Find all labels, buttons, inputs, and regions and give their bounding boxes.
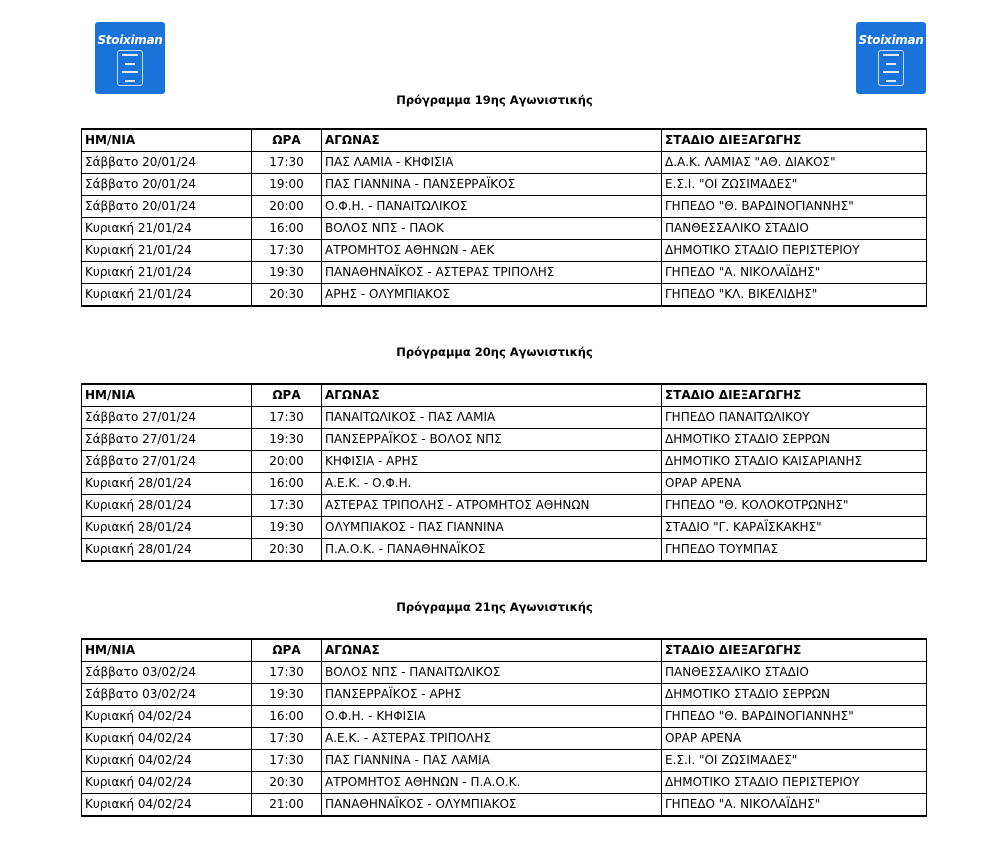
cell-venue: Ε.Σ.Ι. "ΟΙ ΖΩΣΙΜΑΔΕΣ" (662, 174, 927, 196)
header-time: ΩΡΑ (252, 384, 322, 407)
cell-date: Κυριακή 21/01/24 (82, 218, 252, 240)
cell-match: ΑΡΗΣ - ΟΛΥΜΠΙΑΚΟΣ (322, 284, 662, 307)
cell-venue: ΓΗΠΕΔΟ "Θ. ΒΑΡΔΙΝΟΓΙΑΝΝΗΣ" (662, 706, 927, 728)
table-row (82, 218, 927, 240)
table-header-row (82, 639, 927, 662)
league-logo-left (95, 22, 165, 94)
header-match: ΑΓΩΝΑΣ (322, 384, 662, 407)
cell-time: 17:30 (252, 750, 322, 772)
cell-date: Κυριακή 28/01/24 (82, 517, 252, 539)
cell-date: Σάββατο 20/01/24 (82, 152, 252, 174)
cell-venue: ΔΗΜΟΤΙΚΟ ΣΤΑΔΙΟ ΠΕΡΙΣΤΕΡΙΟΥ (662, 240, 927, 262)
table-row (82, 684, 927, 706)
header-date: ΗΜ/ΝΙΑ (82, 639, 252, 662)
cell-date: Σάββατο 03/02/24 (82, 662, 252, 684)
cell-venue: ΠΑΝΘΕΣΣΑΛΙΚΟ ΣΤΑΔΙΟ (662, 662, 927, 684)
cell-date: Κυριακή 28/01/24 (82, 495, 252, 517)
cell-match: ΑΤΡΟΜΗΤΟΣ ΑΘΗΝΩΝ - Π.Α.Ο.Κ. (322, 772, 662, 794)
cell-date: Κυριακή 04/02/24 (82, 750, 252, 772)
table-row (82, 517, 927, 539)
fixtures-table (81, 638, 927, 817)
cell-date: Σάββατο 20/01/24 (82, 196, 252, 218)
cell-time: 20:30 (252, 772, 322, 794)
cell-venue: Ε.Σ.Ι. "ΟΙ ΖΩΣΙΜΑΔΕΣ" (662, 750, 927, 772)
table-header-row (82, 129, 927, 152)
header-venue: ΣΤΑΔΙΟ ΔΙΕΞΑΓΩΓΗΣ (662, 384, 927, 407)
cell-venue: ΓΗΠΕΔΟ ΠΑΝΑΙΤΩΛΙΚΟΥ (662, 407, 927, 429)
cell-date: Σάββατο 27/01/24 (82, 451, 252, 473)
header-date: ΗΜ/ΝΙΑ (82, 129, 252, 152)
cell-match: Ο.Φ.Η. - ΠΑΝΑΙΤΩΛΙΚΟΣ (322, 196, 662, 218)
league-emblem-icon (878, 50, 904, 86)
table-row (82, 152, 927, 174)
cell-match: Α.Ε.Κ. - ΑΣΤΕΡΑΣ ΤΡΙΠΟΛΗΣ (322, 728, 662, 750)
table-row (82, 728, 927, 750)
cell-time: 19:30 (252, 429, 322, 451)
cell-date: Κυριακή 04/02/24 (82, 794, 252, 817)
table-header-row (82, 384, 927, 407)
cell-time: 19:30 (252, 517, 322, 539)
cell-venue: ΓΗΠΕΔΟ ΤΟΥΜΠΑΣ (662, 539, 927, 562)
cell-venue: ΟΡΑΡ ΑΡΕΝΑ (662, 473, 927, 495)
cell-match: ΑΤΡΟΜΗΤΟΣ ΑΘΗΝΩΝ - ΑΕΚ (322, 240, 662, 262)
table-row (82, 772, 927, 794)
cell-match: ΟΛΥΜΠΙΑΚΟΣ - ΠΑΣ ΓΙΑΝΝΙΝΑ (322, 517, 662, 539)
cell-date: Κυριακή 21/01/24 (82, 284, 252, 307)
cell-match: ΠΑΝΣΕΡΡΑΪΚΟΣ - ΒΟΛΟΣ ΝΠΣ (322, 429, 662, 451)
table-row (82, 262, 927, 284)
table-row (82, 794, 927, 817)
cell-time: 21:00 (252, 794, 322, 817)
cell-match: Α.Ε.Κ. - Ο.Φ.Η. (322, 473, 662, 495)
table-row (82, 706, 927, 728)
cell-time: 16:00 (252, 473, 322, 495)
cell-venue: ΣΤΑΔΙΟ "Γ. ΚΑΡΑΪΣΚΑΚΗΣ" (662, 517, 927, 539)
table-row (82, 662, 927, 684)
cell-match: ΠΑΝΑΘΗΝΑΪΚΟΣ - ΟΛΥΜΠΙΑΚΟΣ (322, 794, 662, 817)
cell-venue: ΔΗΜΟΤΙΚΟ ΣΤΑΔΙΟ ΚΑΙΣΑΡΙΑΝΗΣ (662, 451, 927, 473)
cell-date: Σάββατο 20/01/24 (82, 174, 252, 196)
cell-date: Κυριακή 04/02/24 (82, 728, 252, 750)
cell-time: 19:30 (252, 262, 322, 284)
cell-match: ΒΟΛΟΣ ΝΠΣ - ΠΑΟΚ (322, 218, 662, 240)
logo-brand-text: Stoiximan (97, 33, 163, 47)
cell-time: 17:30 (252, 240, 322, 262)
cell-venue: ΟΡΑΡ ΑΡΕΝΑ (662, 728, 927, 750)
fixtures-table (81, 128, 927, 307)
cell-match: Π.Α.Ο.Κ. - ΠΑΝΑΘΗΝΑΪΚΟΣ (322, 539, 662, 562)
cell-time: 17:30 (252, 152, 322, 174)
cell-match: ΠΑΝΣΕΡΡΑΪΚΟΣ - ΑΡΗΣ (322, 684, 662, 706)
header-time: ΩΡΑ (252, 639, 322, 662)
table-row (82, 495, 927, 517)
cell-time: 17:30 (252, 495, 322, 517)
table-row (82, 174, 927, 196)
league-emblem-icon (117, 50, 143, 86)
header-time: ΩΡΑ (252, 129, 322, 152)
cell-venue: ΔΗΜΟΤΙΚΟ ΣΤΑΔΙΟ ΣΕΡΡΩΝ (662, 429, 927, 451)
header-venue: ΣΤΑΔΙΟ ΔΙΕΞΑΓΩΓΗΣ (662, 639, 927, 662)
header-venue: ΣΤΑΔΙΟ ΔΙΕΞΑΓΩΓΗΣ (662, 129, 927, 152)
logo-brand-text: Stoiximan (858, 33, 924, 47)
cell-date: Κυριακή 04/02/24 (82, 706, 252, 728)
table-row (82, 407, 927, 429)
cell-time: 20:30 (252, 539, 322, 562)
cell-time: 19:30 (252, 684, 322, 706)
cell-venue: ΓΗΠΕΔΟ "Θ. ΚΟΛΟΚΟΤΡΩΝΗΣ" (662, 495, 927, 517)
table-row (82, 240, 927, 262)
cell-match: ΑΣΤΕΡΑΣ ΤΡΙΠΟΛΗΣ - ΑΤΡΟΜΗΤΟΣ ΑΘΗΝΩΝ (322, 495, 662, 517)
cell-time: 19:00 (252, 174, 322, 196)
table-row (82, 473, 927, 495)
cell-date: Σάββατο 27/01/24 (82, 429, 252, 451)
cell-venue: Δ.Α.Κ. ΛΑΜΙΑΣ "ΑΘ. ΔΙΑΚΟΣ" (662, 152, 927, 174)
cell-venue: ΓΗΠΕΔΟ "ΚΛ. ΒΙΚΕΛΙΔΗΣ" (662, 284, 927, 307)
header-date: ΗΜ/ΝΙΑ (82, 384, 252, 407)
cell-time: 20:00 (252, 196, 322, 218)
round-title: Πρόγραμμα 19ης Αγωνιστικής (396, 93, 593, 107)
cell-time: 20:00 (252, 451, 322, 473)
cell-date: Κυριακή 21/01/24 (82, 240, 252, 262)
league-logo-right (856, 22, 926, 94)
cell-match: ΠΑΣ ΓΙΑΝΝΙΝΑ - ΠΑΝΣΕΡΡΑΪΚΟΣ (322, 174, 662, 196)
cell-time: 17:30 (252, 728, 322, 750)
round-title: Πρόγραμμα 21ης Αγωνιστικής (396, 600, 593, 614)
cell-date: Σάββατο 27/01/24 (82, 407, 252, 429)
table-row (82, 429, 927, 451)
cell-venue: ΓΗΠΕΔΟ "Α. ΝΙΚΟΛΑΪΔΗΣ" (662, 262, 927, 284)
cell-date: Σάββατο 03/02/24 (82, 684, 252, 706)
cell-match: ΚΗΦΙΣΙΑ - ΑΡΗΣ (322, 451, 662, 473)
cell-venue: ΓΗΠΕΔΟ "Α. ΝΙΚΟΛΑΪΔΗΣ" (662, 794, 927, 817)
cell-time: 17:30 (252, 662, 322, 684)
table-row (82, 196, 927, 218)
cell-time: 20:30 (252, 284, 322, 307)
cell-match: Ο.Φ.Η. - ΚΗΦΙΣΙΑ (322, 706, 662, 728)
cell-venue: ΠΑΝΘΕΣΣΑΛΙΚΟ ΣΤΑΔΙΟ (662, 218, 927, 240)
round-title: Πρόγραμμα 20ης Αγωνιστικής (396, 345, 593, 359)
table-row (82, 750, 927, 772)
cell-match: ΠΑΣ ΓΙΑΝΝΙΝΑ - ΠΑΣ ΛΑΜΙΑ (322, 750, 662, 772)
cell-match: ΒΟΛΟΣ ΝΠΣ - ΠΑΝΑΙΤΩΛΙΚΟΣ (322, 662, 662, 684)
fixtures-table (81, 383, 927, 562)
table-row (82, 451, 927, 473)
cell-match: ΠΑΝΑΘΗΝΑΪΚΟΣ - ΑΣΤΕΡΑΣ ΤΡΙΠΟΛΗΣ (322, 262, 662, 284)
header-match: ΑΓΩΝΑΣ (322, 639, 662, 662)
cell-date: Κυριακή 28/01/24 (82, 539, 252, 562)
cell-match: ΠΑΝΑΙΤΩΛΙΚΟΣ - ΠΑΣ ΛΑΜΙΑ (322, 407, 662, 429)
header-match: ΑΓΩΝΑΣ (322, 129, 662, 152)
table-row (82, 539, 927, 562)
cell-venue: ΔΗΜΟΤΙΚΟ ΣΤΑΔΙΟ ΠΕΡΙΣΤΕΡΙΟΥ (662, 772, 927, 794)
cell-venue: ΓΗΠΕΔΟ "Θ. ΒΑΡΔΙΝΟΓΙΑΝΝΗΣ" (662, 196, 927, 218)
cell-match: ΠΑΣ ΛΑΜΙΑ - ΚΗΦΙΣΙΑ (322, 152, 662, 174)
cell-time: 16:00 (252, 218, 322, 240)
cell-time: 17:30 (252, 407, 322, 429)
cell-time: 16:00 (252, 706, 322, 728)
table-row (82, 284, 927, 307)
cell-date: Κυριακή 04/02/24 (82, 772, 252, 794)
cell-date: Κυριακή 21/01/24 (82, 262, 252, 284)
cell-venue: ΔΗΜΟΤΙΚΟ ΣΤΑΔΙΟ ΣΕΡΡΩΝ (662, 684, 927, 706)
cell-date: Κυριακή 28/01/24 (82, 473, 252, 495)
